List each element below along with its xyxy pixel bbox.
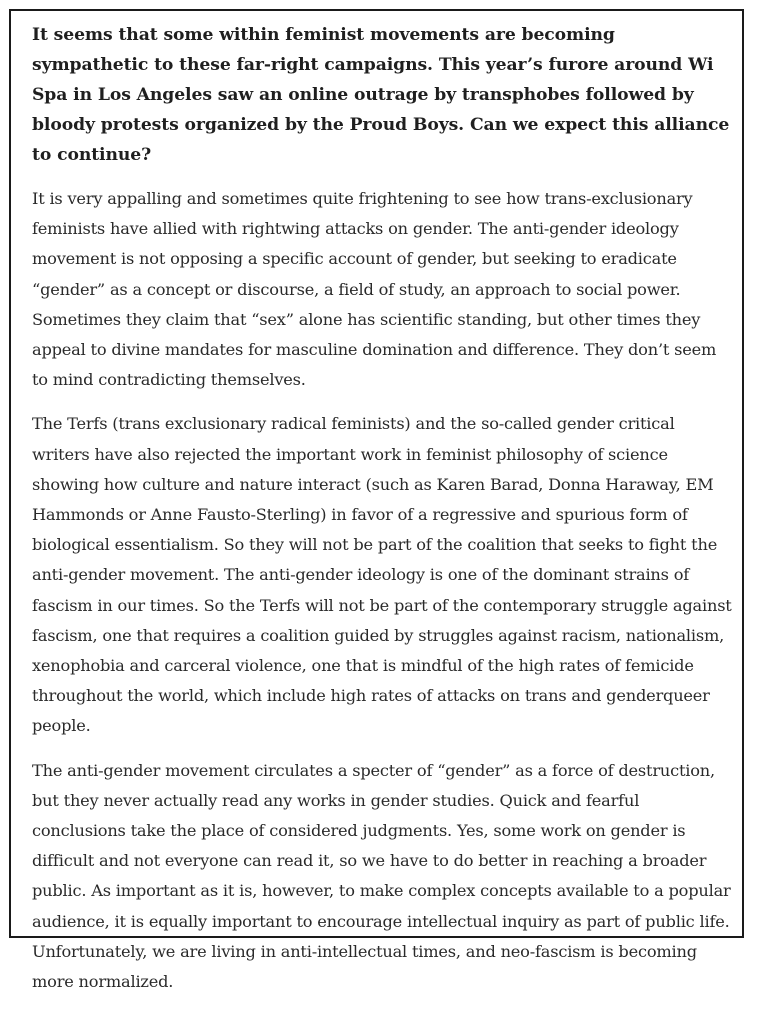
answer-paragraph-1: It is very appalling and sometimes quite frightening to see how trans-exclusionary feminists have allied with rightwing attacks on gender. The anti-gender ideology movement is not opposing a specific account of gender, but seeking to eradicate “gender” as a concept or discourse, a field of study, an approach to social power. Sometimes they claim that “sex” alone has scientific standing, but other times they appeal to divine mandates for masculine domination and difference. They don’t seem to mind contradicting themselves. (32, 189, 717, 390)
article-frame (9, 9, 744, 992)
answer-paragraph-2: The Terfs (trans exclusionary radical feminists) and the so-called gender critical writers have also rejected the important work in feminist philosophy of science showing how culture and nature interact (such as Karen Barad, Donna Haraway, EM Hammonds or Anne Fausto-Sterling) in favor of a regressive and spurious form of biological essentialism. So they will not be part of the coalition that seeks to fight the anti-gender movement. The anti-gender ideology is one of the dominant strains of fascism in our times. So the Terfs will not be part of the contemporary struggle against fascism, one that requires a coalition guided by struggles against racism, nationalism, xenophobia and carceral violence, one that is mindful of the high rates of femicide throughout the world, which include high rates of attacks on trans and genderqueer people. (32, 414, 732, 736)
interview-question: It seems that some within feminist movements are becoming sympathetic to these far-right campaigns. This year’s furore around Wi Spa in Los Angeles saw an online outrage by transphobes followed by bloody protests organized by the Proud Boys. Can we expect this alliance to continue? (32, 25, 730, 165)
answer-paragraph-3: The anti-gender movement circulates a specter of “gender” as a force of destruction, but they never actually read any works in gender studies. Quick and fearful conclusions take the place of considered judgments. Yes, some work on gender is difficult and not everyone can read it, so we have to do better in reaching a broader public. As important as it is, however, to make complex concepts available to a popular audience, it is equally important to encourage intellectual inquiry as part of public life. Unfortunately, we are living in anti-intellectual times, and neo-fascism is becoming more normalized. (32, 760, 731, 992)
article-body (32, 20, 732, 1011)
